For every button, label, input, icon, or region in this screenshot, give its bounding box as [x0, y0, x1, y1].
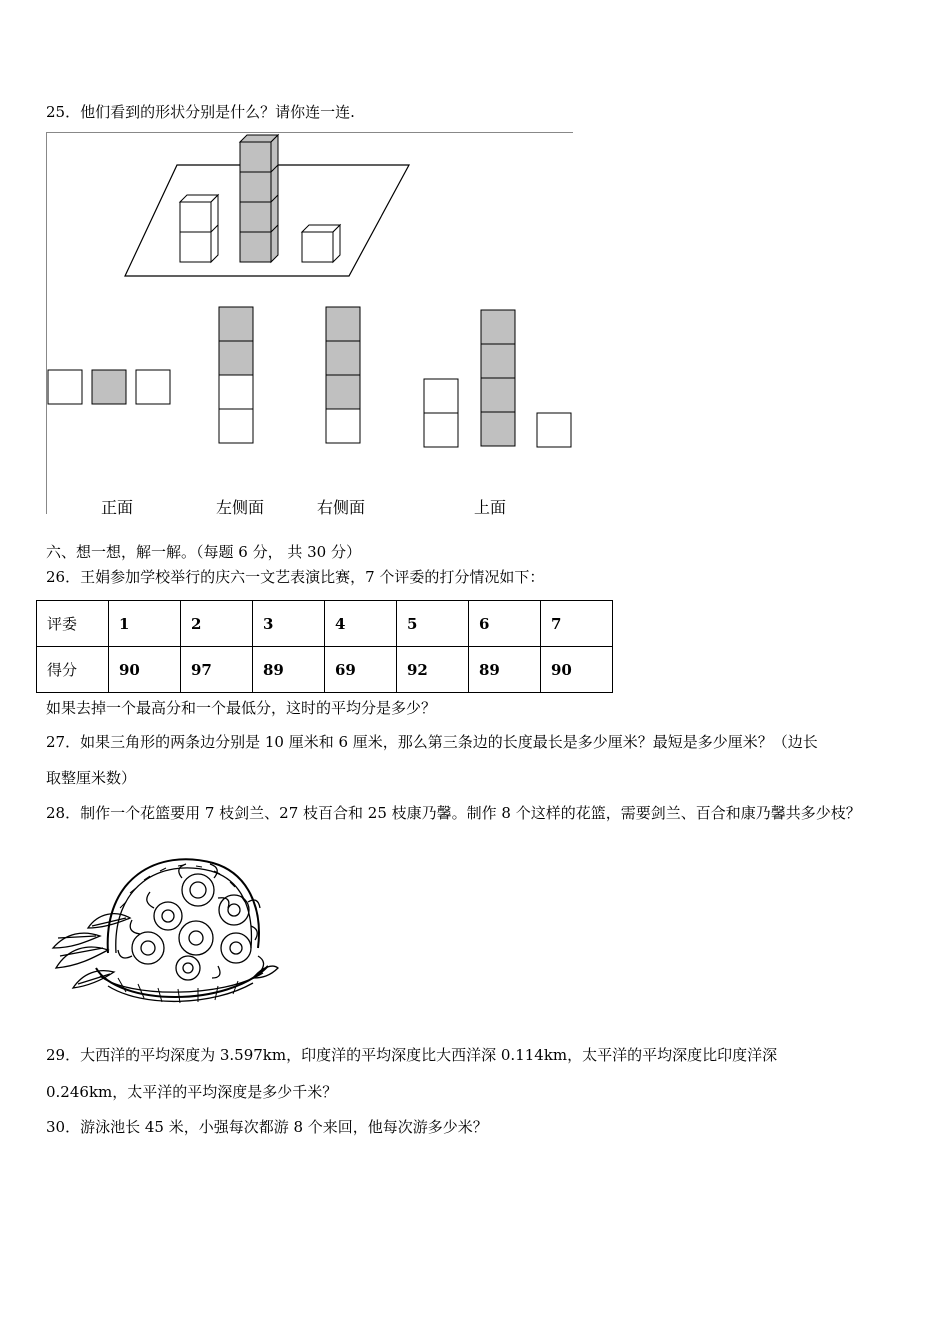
- table-cell-judge: 3: [253, 601, 325, 647]
- label-right-side-view: 右侧面: [317, 498, 366, 517]
- question-28: 28．制作一个花篮要用 7 枝剑兰、27 枝百合和 25 枝康乃馨。制作 8 个这样的花篮，需要剑兰、百合和康乃馨共多少枝？: [46, 804, 861, 822]
- question-25: 25．他们看到的形状分别是什么？请你连一连.: [46, 103, 355, 121]
- table-cell-judge: 7: [541, 601, 613, 647]
- table-cell-score: 97: [181, 647, 253, 693]
- front-view-squares: [48, 370, 170, 404]
- table-cell-judge: 4: [325, 601, 397, 647]
- table-row-scores: [37, 647, 613, 693]
- single-white-cube: [302, 225, 340, 262]
- table-cell-score: 90: [109, 647, 181, 693]
- cube-views-figure: [46, 132, 576, 521]
- table-cell-score: 69: [325, 647, 397, 693]
- table-cell-score: 92: [397, 647, 469, 693]
- question-26-ask: 如果去掉一个最高分和一个最低分，这时的平均分是多少？: [46, 699, 437, 717]
- table-cell-judge: 1: [109, 601, 181, 647]
- left-side-view-column: [219, 307, 253, 443]
- table-cell-judge: 5: [397, 601, 469, 647]
- table-cell-score-label: 得分: [37, 647, 109, 693]
- white-two-cube-stack: [180, 195, 218, 262]
- table-cell-judge: 6: [469, 601, 541, 647]
- flower-basket-image: [48, 838, 280, 1017]
- score-table: [36, 600, 613, 693]
- table-row-judges: [37, 601, 613, 647]
- question-27-line2: 取整厘米数）: [46, 769, 137, 787]
- table-cell-score: 89: [253, 647, 325, 693]
- question-30: 30．游泳池长 45 米，小强每次都游 8 个来回，他每次游多少米？: [46, 1118, 488, 1136]
- label-top-view: 上面: [474, 498, 507, 517]
- table-cell-score: 89: [469, 647, 541, 693]
- table-cell-judge-label: 评委: [37, 601, 109, 647]
- top-view-group: [424, 310, 571, 447]
- question-29-line1: 29．大西洋的平均深度为 3.597km，印度洋的平均深度比大西洋深 0.114km，太平洋的平均深度比印度洋深: [46, 1046, 778, 1064]
- question-27-line1: 27．如果三角形的两条边分别是 10 厘米和 6 厘米，那么第三条边的长度最长是多少厘米？最短是多少厘米？（边长: [46, 733, 818, 751]
- table-cell-judge: 2: [181, 601, 253, 647]
- cube-figure-svg: [46, 132, 576, 517]
- gray-four-cube-stack: [240, 135, 278, 262]
- right-side-view-column: [326, 307, 360, 443]
- table-cell-score: 90: [541, 647, 613, 693]
- flower-basket-svg: [48, 838, 280, 1013]
- question-26: 26．王娟参加学校举行的庆六一文艺表演比赛，7 个评委的打分情况如下：: [46, 568, 545, 586]
- label-front-view: 正面: [101, 498, 134, 517]
- question-29-line2: 0.246km，太平洋的平均深度是多少千米？: [46, 1083, 338, 1101]
- label-left-side-view: 左侧面: [216, 498, 265, 517]
- section-6-heading: 六、想一想，解一解。（每题 6 分， 共 30 分）: [46, 543, 361, 561]
